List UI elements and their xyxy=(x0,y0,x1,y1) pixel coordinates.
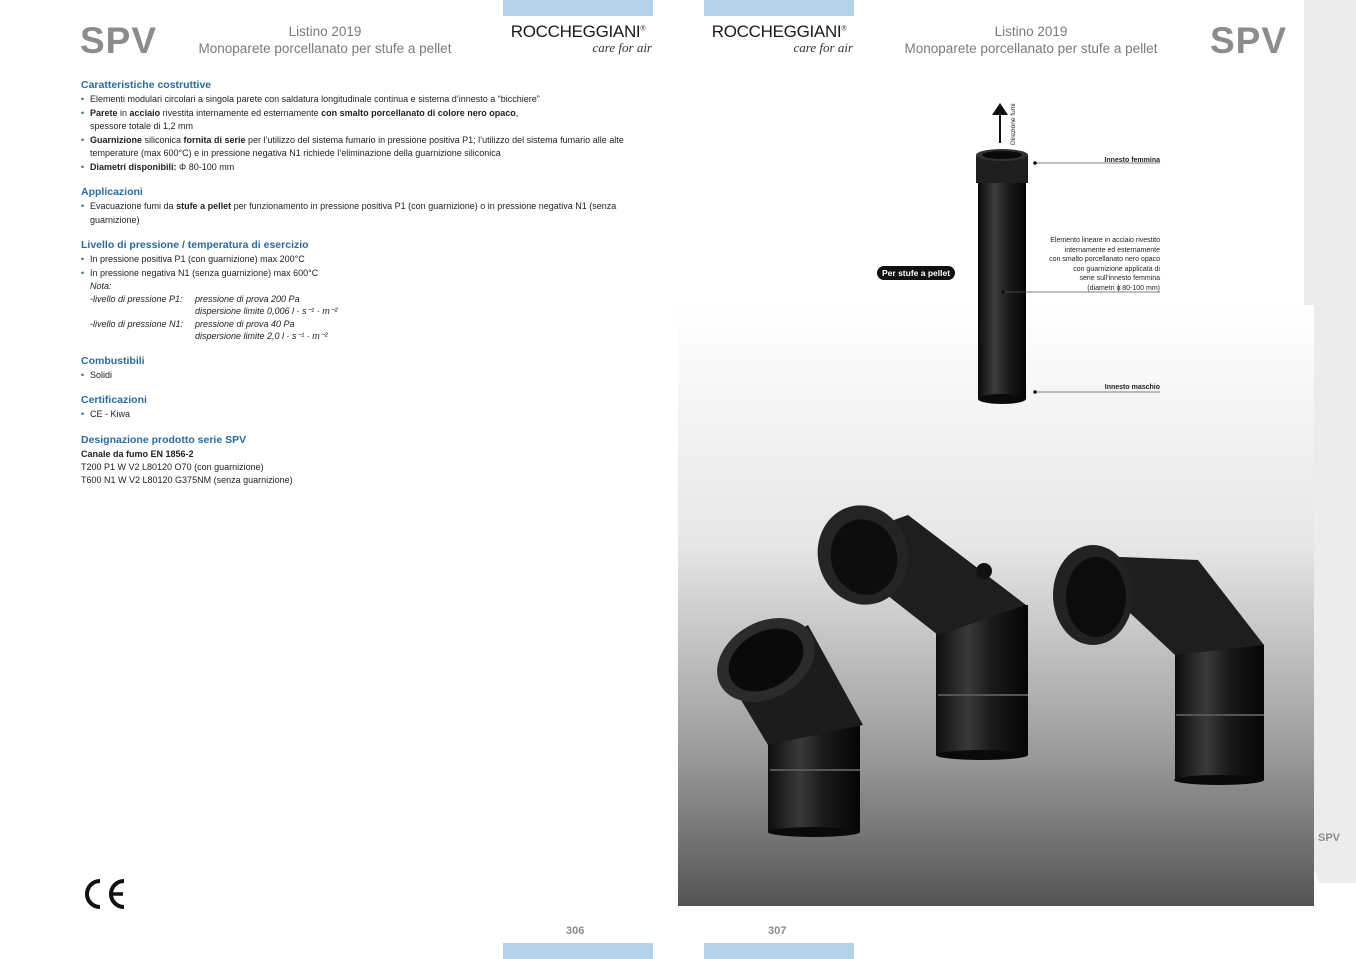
list-combustibili xyxy=(81,369,661,383)
designation-standard: Canale da fumo EN 1856-2 xyxy=(81,448,194,459)
section-title-costruttive: Caratteristiche costruttive xyxy=(81,79,212,91)
section-title-combustibili: Combustibili xyxy=(81,354,145,367)
left-header-line2: Monoparete porcellanato per stufe a pellet xyxy=(198,41,452,56)
right-logo-name: ROCCHEGGIANI xyxy=(711,22,842,41)
right-header-line1: Listino 2019 xyxy=(994,24,1068,39)
right-page-header xyxy=(896,23,1166,57)
direction-label-wrap xyxy=(1010,97,1020,147)
list-item: • In pressione positiva P1 (con guarnizione) max 200°C xyxy=(81,253,661,267)
callout-description: Elemento lineare in acciaio rivestito internamente ed esternamente con smalto porcellanato nero opaco con guarnizione applicata di serie sull’innesto femmina (diametri ɸ 80-100 mm) xyxy=(1049,237,1160,292)
left-logo xyxy=(498,22,658,56)
list-item: • CE - Kiwa xyxy=(81,408,661,422)
right-page-code: SPV xyxy=(1210,20,1288,61)
list-item: • In pressione negativa N1 (senza guarnizione) max 600°C xyxy=(81,267,661,281)
section-title-pressione: Livello di pressione / temperatura di esercizio xyxy=(81,239,309,251)
left-page-number: 306 xyxy=(566,925,585,937)
right-logo xyxy=(699,22,859,56)
list-item: • Elementi modulari circolari a singola parete con saldatura longitudinale continua e sistema d’innesto a “bicchiere” xyxy=(81,93,661,107)
note-label: Nota: xyxy=(90,281,112,291)
list-item: • Guarnizione siliconica fornita di serie per l’utilizzo del sistema fumario in pressione positiva P1; l’utilizzo del sistema fumario alle alte temperature (max 600°C) e in pressione negativa N1 richiede l’eliminazione della guarnizione siliconica xyxy=(81,134,661,161)
list-item: • Parete in acciaio rivestita internamente ed esternamente con smalto porcellanato di colore nero opaco, spessore totale di 1,2 mm xyxy=(81,107,661,134)
left-logo-reg: ® xyxy=(640,25,646,33)
right-page-number: 307 xyxy=(768,925,787,937)
section-title-applicazioni: Applicazioni xyxy=(81,186,143,198)
section-title-designazione: Designazione prodotto serie SPV xyxy=(81,433,247,446)
list-costruttive xyxy=(81,93,661,174)
left-logo-name: ROCCHEGGIANI xyxy=(510,22,641,41)
right-header-line2: Monoparete porcellanato per stufe a pellet xyxy=(904,41,1158,56)
list-item: • Solidi xyxy=(81,369,661,383)
right-bottom-bar xyxy=(704,943,854,959)
elbow-45-fitting xyxy=(702,601,863,837)
list-item: • Evacuazione fumi da stufe a pellet per funzionamento in pressione positiva P1 (con guarnizione) o in pressione negativa N1 (senza guarnizione) xyxy=(81,200,661,227)
left-header-line1: Listino 2019 xyxy=(288,24,362,39)
list-item: • Diametri disponibili: Φ 80-100 mm xyxy=(81,161,661,175)
list-certificazioni xyxy=(81,408,661,422)
right-top-bar xyxy=(704,0,854,16)
pellet-badge: Per stufe a pellet xyxy=(877,266,955,280)
list-pressione xyxy=(81,253,661,280)
n1-value2: dispersione limite 2,0 l · s⁻¹ · m⁻² xyxy=(195,331,328,341)
pressure-note xyxy=(81,280,661,343)
n1-label: -livello di pressione N1: xyxy=(90,318,184,329)
list-applicazioni xyxy=(81,200,661,227)
left-page-header xyxy=(190,23,460,57)
p1-value2: dispersione limite 0,006 l · s⁻¹ · m⁻² xyxy=(195,306,338,316)
left-top-bar xyxy=(503,0,653,16)
direction-label: Direzione fumi xyxy=(1010,103,1017,145)
left-content xyxy=(81,79,661,487)
side-tab-label: SPV xyxy=(1318,832,1341,844)
left-logo-tag: care for air xyxy=(592,40,652,55)
elbow-90-fitting xyxy=(1053,545,1264,785)
p1-value1: pressione di prova 200 Pa xyxy=(195,293,300,304)
section-title-certificazioni: Certificazioni xyxy=(81,394,147,406)
designation-line2: T600 N1 W V2 L80120 G375NM (senza guarnizione) xyxy=(81,474,293,485)
n1-value1: pressione di prova 40 Pa xyxy=(195,318,295,329)
callout-innesto-femmina: Innesto femmina xyxy=(1104,157,1160,164)
p1-label: -livello di pressione P1: xyxy=(90,293,183,304)
left-bottom-bar xyxy=(503,943,653,959)
left-page-code: SPV xyxy=(80,20,158,61)
right-logo-tag: care for air xyxy=(793,40,853,55)
ce-mark-icon xyxy=(80,877,128,916)
callout-innesto-maschio: Innesto maschio xyxy=(1104,384,1160,391)
right-logo-reg: ® xyxy=(841,25,847,33)
designation-line1: T200 P1 W V2 L80120 O70 (con guarnizione) xyxy=(81,461,264,472)
